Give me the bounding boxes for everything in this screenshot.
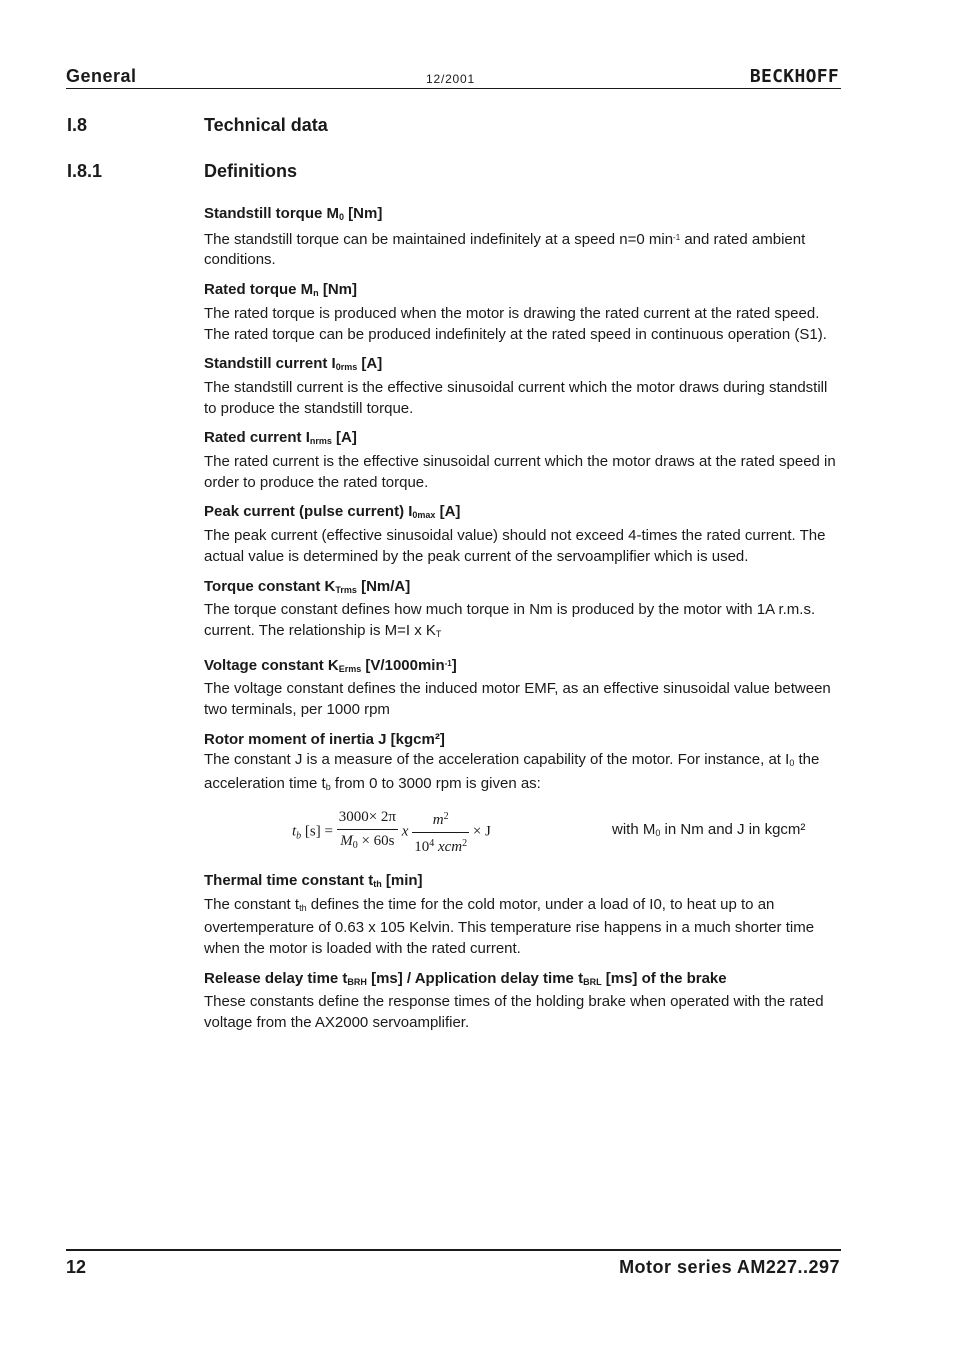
section-number: I.8: [67, 115, 88, 135]
definition-body: The voltage constant defines the induced motor EMF, as an effective sinusoidal value between two terminals, per 1000 rpm: [204, 680, 831, 719]
definition-term: Release delay time $t_{BRH}$ [ms] / Application delay time $t_{BRL}$ [ms] of the brake: [204, 969, 727, 987]
formula-fraction-2: $\frac{m^2}{10^4 xcm^2}$: [412, 807, 469, 857]
definition-rated-current: [204, 428, 844, 493]
definition-body: The standstill current is the effective sinusoidal current which the motor draws during standstill to produce the standstill torque.: [204, 378, 828, 417]
document-series-title: Motor series AM227..297: [619, 1257, 840, 1277]
formula-expression: $t_b$ [s] = $\frac{3000\times 2\pi}{M_0 \times 60s}$ x $\frac{m^2}{10^4 xcm^2}$ × J: [292, 807, 491, 857]
footer-rule: [66, 1249, 841, 1251]
definition-body: The peak current (effective sinusoidal value) should not exceed 4-times the rated current. The actual value is determined by the peak current of the servoamplifier which is used.: [204, 527, 826, 565]
acceleration-formula: [204, 807, 844, 857]
beckhoff-logo: BECKHOFF: [749, 66, 839, 87]
definition-thermal-time-constant: [204, 871, 844, 960]
definition-body: The rated torque is produced when the motor is drawing the rated current at the rated speed. The rated torque can be produced indefinitely at the rated speed in continuous operation (S1).: [204, 304, 827, 343]
definition-term: Standstill torque $M_0$ [Nm]: [204, 205, 383, 222]
definition-term: Thermal time constant $t_{th}$ [min]: [204, 871, 423, 889]
definition-torque-constant: [204, 577, 844, 645]
definition-standstill-torque: [204, 204, 844, 271]
definition-brake-delay-times: [204, 969, 844, 1034]
section-title: Technical data: [204, 115, 328, 135]
definition-peak-current: [204, 502, 844, 567]
definition-body: The rated current is the effective sinusoidal current which the motor draws at the rated speed in order to produce the rated torque.: [204, 453, 836, 491]
subsection-number: I.8.1: [67, 161, 103, 181]
header-date: 12/2001: [426, 72, 475, 86]
definition-term: Torque constant $K_{Trms}$ [Nm/A]: [204, 577, 411, 595]
definition-body: The torque constant defines how much torque in Nm is produced by the motor with 1A r.m.s. current. The relationship is M=I x $K_T$: [204, 601, 816, 639]
header-section-title: General: [66, 66, 137, 86]
formula-fraction-1: $\frac{3000\times 2\pi}{M_0 \times 60s}$: [338, 809, 397, 852]
subsection-title: Definitions: [204, 161, 297, 181]
definition-body: The constant $t_{th}$ defines the time for the cold motor, under a load of I0, to heat up to an overtemperature of 0.63 x 105 Kelvin. This temperature rise happens in a much shorter time when the motor is loaded with the rated current.: [204, 895, 815, 957]
definition-term: Standstill current $I_{0rms}$ [A]: [204, 355, 383, 373]
header-rule: [66, 88, 841, 89]
definition-voltage-constant: [204, 654, 844, 721]
definition-term: Rotor moment of inertia J [kgcm²]: [204, 730, 445, 748]
definition-term: Peak current (pulse current) $I_{0max}$ [A]: [204, 503, 461, 521]
definition-body: The constant J is a measure of the acceleration capability of the motor. For instance, at $I_0$ the acceleration time $t_b$ from 0 to 3000 rpm is given as:: [204, 751, 820, 793]
formula-units-note: with $M_0$ in Nm and J in kgcm²: [612, 820, 806, 838]
definition-body: These constants define the response times of the holding brake when operated with the rated voltage from the AX2000 servoamplifier.: [204, 993, 824, 1032]
definition-rated-torque: [204, 280, 844, 345]
definition-standstill-current: [204, 354, 844, 419]
definition-body: The standstill torque can be maintained indefinitely at a speed n=0 $\min^{-1}$ and rated ambient conditions.: [204, 230, 806, 269]
definition-term: Rated current $I_{nrms}$ [A]: [204, 429, 357, 447]
page-number: 12: [66, 1257, 87, 1277]
definition-rotor-inertia: [204, 730, 844, 798]
definition-term: Rated torque $M_n$ [Nm]: [204, 281, 357, 299]
definitions-list: [204, 204, 844, 1043]
definition-term: Voltage constant $K_{Erms}$ $[V/1000\min^{-1}]$: [204, 656, 457, 674]
